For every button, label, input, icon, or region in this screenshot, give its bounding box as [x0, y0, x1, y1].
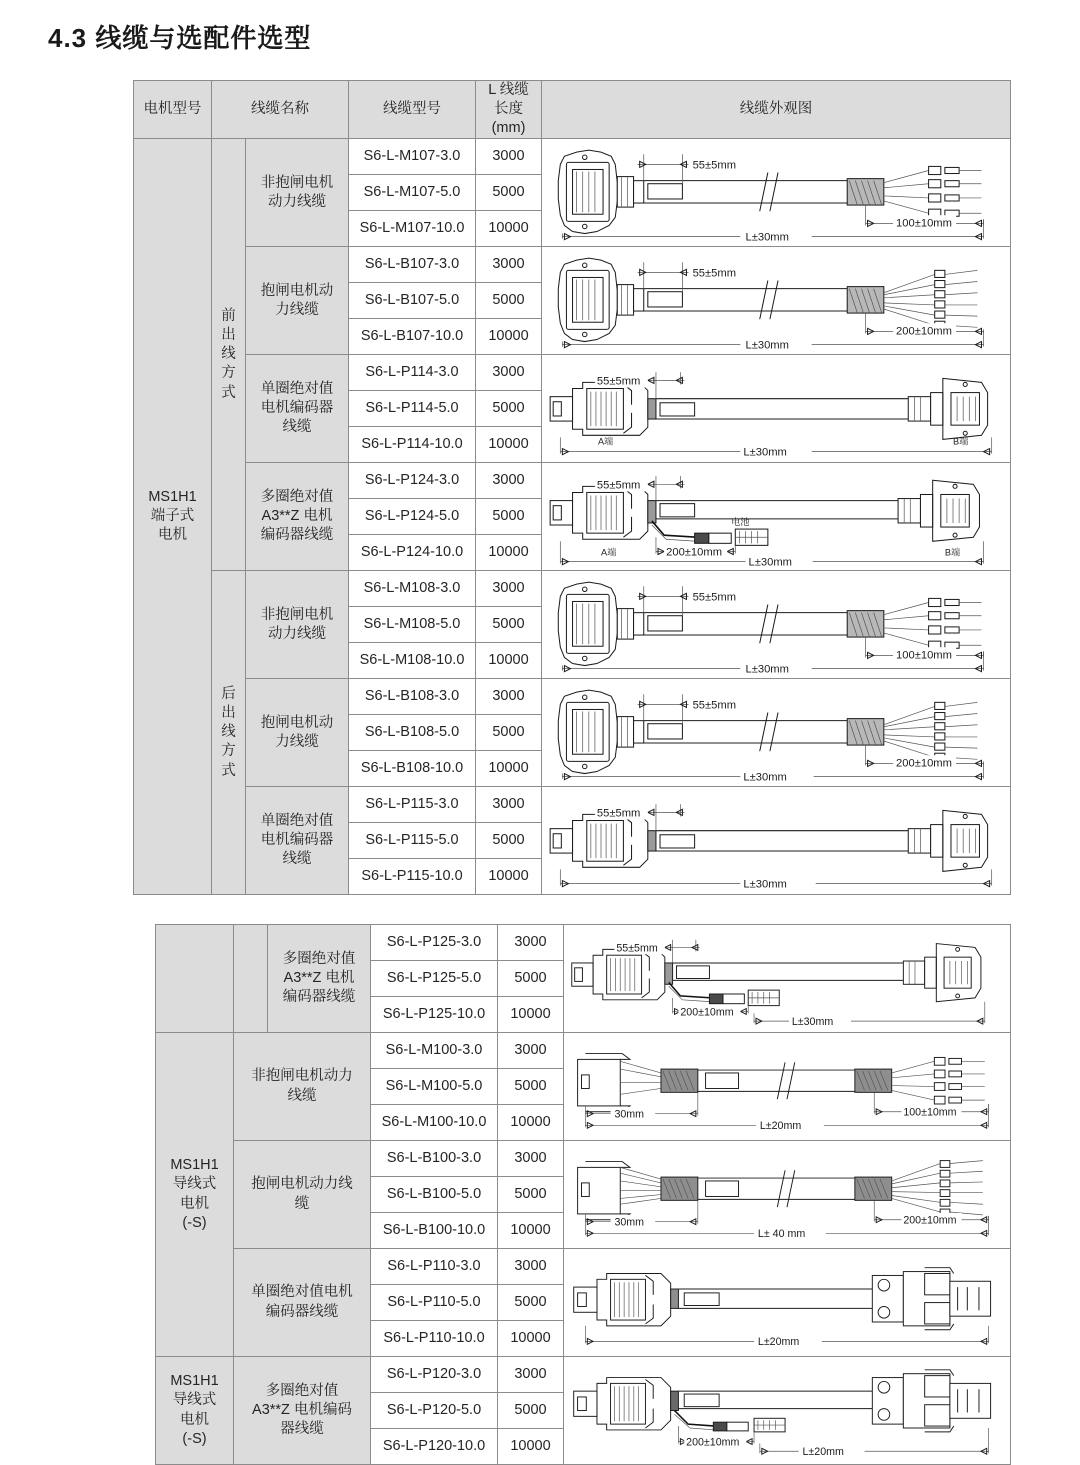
table-row	[156, 925, 1011, 961]
cable-name-line: 单圈绝对值电机	[251, 1284, 353, 1301]
dim-100: 100±10mm	[903, 1107, 957, 1120]
dim-L: L±30mm	[743, 771, 787, 784]
motor-model-line: (-S)	[182, 1214, 207, 1231]
cable-name-line: 非抱闸电机	[260, 174, 334, 191]
table-row	[156, 1357, 1011, 1393]
motor-model-line: 导线式	[172, 1176, 217, 1193]
dim-200: 200±10mm	[903, 1215, 957, 1228]
cable-model-cell: S6-L-M107-10.0	[349, 211, 476, 247]
cable-name-line: 多圈绝对值	[260, 489, 334, 506]
cable-diagram-p110	[564, 1249, 1011, 1357]
cable-name-p114	[246, 355, 349, 463]
cable-name-line: A3**Z 电机	[261, 508, 333, 525]
cable-model-cell: S6-L-P125-3.0	[371, 925, 498, 961]
cable-length-cell: 10000	[498, 1213, 564, 1249]
cable-length-cell: 10000	[476, 859, 542, 895]
cable-name-b100	[234, 1141, 371, 1249]
dim-L: L±30mm	[745, 231, 789, 244]
motor-model-line: MS1H1	[148, 489, 197, 506]
cable-length-cell: 5000	[476, 715, 542, 751]
power-6wire-diagram	[542, 250, 1010, 352]
cable-selection-table-lower	[155, 924, 1010, 1465]
cable-model-cell: S6-L-M107-5.0	[349, 175, 476, 211]
cable-diagram-p120	[564, 1357, 1011, 1465]
header-cable-length-l1: L 线缆	[488, 82, 529, 98]
cable-length-cell: 10000	[476, 427, 542, 463]
dim-200: 200±10mm	[896, 757, 952, 770]
cable-name-line: 线缆	[282, 851, 312, 868]
cable-length-cell: 10000	[498, 1321, 564, 1357]
cable-length-cell: 5000	[476, 607, 542, 643]
cable-length-cell: 3000	[476, 355, 542, 391]
label-end-a: A端	[601, 547, 617, 558]
cable-diagram-b100	[564, 1141, 1011, 1249]
cable-model-cell: S6-L-P110-5.0	[371, 1285, 498, 1321]
cable-length-cell: 5000	[476, 175, 542, 211]
cable-name-line: 编码器线缆	[265, 1303, 339, 1320]
motor-model-ms1h1-terminal	[134, 139, 212, 895]
cable-name-line: 多圈绝对值	[265, 1382, 339, 1399]
cable-name-line: 单圈绝对值	[260, 813, 334, 830]
cable-length-cell: 10000	[476, 751, 542, 787]
cable-diagram-b108	[542, 679, 1011, 787]
power-6wire-diagram	[542, 682, 1010, 784]
header-cable-name: 线缆名称	[212, 81, 349, 139]
cable-model-cell: S6-L-P110-10.0	[371, 1321, 498, 1357]
cable-length-cell: 10000	[476, 643, 542, 679]
cable-model-cell: S6-L-P114-10.0	[349, 427, 476, 463]
dim-55: 55±5mm	[692, 591, 737, 604]
cable-name-line: A3**Z 电机	[283, 969, 355, 986]
cable-model-cell: S6-L-P115-5.0	[349, 823, 476, 859]
dim-55: 55±5mm	[692, 699, 737, 712]
cable-model-cell: S6-L-M100-3.0	[371, 1033, 498, 1069]
cable-model-cell: S6-L-P115-10.0	[349, 859, 476, 895]
label-end-b: B端	[953, 436, 969, 447]
cable-length-cell: 3000	[498, 1141, 564, 1177]
table-row	[134, 355, 1011, 391]
cable-name-m100	[234, 1033, 371, 1141]
table-header-row	[134, 81, 1011, 139]
motor-model-line: 电机	[180, 1195, 209, 1212]
dim-200: 200±10mm	[686, 1436, 740, 1449]
cable-name-line: 抱闸电机动	[260, 714, 334, 731]
motor-model-line: MS1H1	[170, 1157, 219, 1174]
cable-model-cell: S6-L-P125-10.0	[371, 997, 498, 1033]
dim-55: 55±5mm	[596, 807, 641, 820]
cable-model-cell: S6-L-B108-5.0	[349, 715, 476, 751]
dim-55: 55±5mm	[596, 479, 641, 492]
cable-diagram-m107	[542, 139, 1011, 247]
section-heading: 4.3 线缆与选配件选型	[48, 23, 312, 53]
encoder-multi-diagram	[564, 930, 1010, 1027]
dim-L: L±30mm	[745, 663, 789, 676]
encoder-single-diagram	[542, 790, 1010, 892]
cable-length-cell: 10000	[498, 997, 564, 1033]
dim-55: 55±5mm	[616, 942, 658, 955]
cable-length-cell: 10000	[498, 1105, 564, 1141]
dim-30: 30mm	[614, 1217, 645, 1230]
table-row	[156, 1141, 1011, 1177]
cable-name-line: 电机编码器	[260, 400, 334, 417]
cable-diagram-m100	[564, 1033, 1011, 1141]
cable-length-cell: 5000	[498, 1393, 564, 1429]
cable-name-line: 单圈绝对值	[260, 381, 334, 398]
cable-model-cell: S6-L-B107-3.0	[349, 247, 476, 283]
cable-model-cell: S6-L-M108-3.0	[349, 571, 476, 607]
table-row	[156, 1033, 1011, 1069]
cable-name-b108	[246, 679, 349, 787]
lead-encoder-multi-diagram	[564, 1364, 1010, 1457]
cable-length-cell: 10000	[476, 535, 542, 571]
cable-length-cell: 3000	[476, 679, 542, 715]
cable-model-cell: S6-L-B107-5.0	[349, 283, 476, 319]
power-4wire-diagram	[542, 574, 1010, 676]
cable-model-cell: S6-L-P114-5.0	[349, 391, 476, 427]
table-row	[134, 463, 1011, 499]
cable-length-cell: 5000	[476, 391, 542, 427]
cable-model-cell: S6-L-P114-3.0	[349, 355, 476, 391]
cable-name-p125	[268, 925, 371, 1033]
cable-model-cell: S6-L-M100-10.0	[371, 1105, 498, 1141]
header-motor-model: 电机型号	[134, 81, 212, 139]
label-end-b: B端	[944, 547, 961, 558]
cable-model-cell: S6-L-B108-10.0	[349, 751, 476, 787]
cable-model-cell: S6-L-B107-10.0	[349, 319, 476, 355]
cable-model-cell: S6-L-P124-10.0	[349, 535, 476, 571]
cable-name-line: 力线缆	[275, 733, 319, 750]
cable-model-cell: S6-L-M108-10.0	[349, 643, 476, 679]
motor-model-line: (-S)	[182, 1430, 207, 1447]
table-row	[134, 247, 1011, 283]
cable-diagram-m108	[542, 571, 1011, 679]
motor-model-line: MS1H1	[170, 1373, 219, 1390]
cable-name-p120	[234, 1357, 371, 1465]
cable-model-cell: S6-L-P110-3.0	[371, 1249, 498, 1285]
cable-length-cell: 5000	[498, 961, 564, 997]
header-cable-length	[476, 81, 542, 139]
cable-diagram-p114	[542, 355, 1011, 463]
power-4wire-diagram	[542, 142, 1010, 244]
cable-model-cell: S6-L-P115-3.0	[349, 787, 476, 823]
cable-model-cell: S6-L-P120-5.0	[371, 1393, 498, 1429]
cable-name-m107	[246, 139, 349, 247]
encoder-single-diagram	[542, 358, 1010, 460]
dim-55: 55±5mm	[596, 375, 641, 388]
cable-name-line: 力线缆	[275, 301, 319, 318]
cable-name-line: 缆	[294, 1195, 310, 1212]
cable-length-cell: 10000	[476, 211, 542, 247]
motor-model-continuation	[156, 925, 234, 1033]
outlet-direction-continuation	[234, 925, 268, 1033]
header-cable-length-l3: (mm)	[491, 120, 526, 137]
cable-diagram-p124	[542, 463, 1011, 571]
cable-length-cell: 3000	[476, 787, 542, 823]
cable-length-cell: 5000	[476, 499, 542, 535]
header-appearance: 线缆外观图	[542, 81, 1011, 139]
cable-model-cell: S6-L-B100-10.0	[371, 1213, 498, 1249]
motor-model-line: 端子式	[150, 508, 195, 525]
cable-name-line: 非抱闸电机	[260, 606, 334, 623]
dim-L: L±20mm	[802, 1446, 844, 1459]
cable-name-line: 线缆	[282, 419, 312, 436]
cable-length-cell: 10000	[498, 1429, 564, 1465]
label-end-a: A端	[597, 436, 614, 447]
lead-encoder-single-diagram	[564, 1258, 1010, 1347]
dim-100: 100±10mm	[896, 649, 952, 662]
cable-length-cell: 10000	[476, 319, 542, 355]
cable-model-cell: S6-L-B100-5.0	[371, 1177, 498, 1213]
table-row	[134, 679, 1011, 715]
cable-model-cell: S6-L-P120-3.0	[371, 1357, 498, 1393]
cable-name-line: 多圈绝对值	[282, 950, 356, 967]
dim-55: 55±5mm	[692, 159, 737, 172]
lead-power-4wire-diagram	[564, 1040, 1010, 1132]
cable-length-cell: 3000	[476, 247, 542, 283]
table-row	[156, 1249, 1011, 1285]
cable-model-cell: S6-L-P120-10.0	[371, 1429, 498, 1465]
dim-200: 200±10mm	[680, 1006, 734, 1019]
dim-L: L±20mm	[759, 1120, 802, 1133]
motor-model-line: 导线式	[172, 1392, 217, 1409]
cable-name-line: 抱闸电机动力线	[251, 1176, 353, 1193]
cable-name-line: 动力线缆	[268, 193, 326, 210]
cable-diagram-b107	[542, 247, 1011, 355]
cable-model-cell: S6-L-P125-5.0	[371, 961, 498, 997]
cable-length-cell: 3000	[498, 925, 564, 961]
cable-diagram-p125	[564, 925, 1011, 1033]
dim-L: L±30mm	[743, 446, 787, 459]
dim-L: L±30mm	[743, 878, 787, 891]
motor-model-line: 电机	[158, 527, 187, 544]
table-row	[134, 571, 1011, 607]
dim-200: 200±10mm	[666, 546, 723, 559]
dim-L: L±30mm	[791, 1016, 834, 1029]
cable-length-cell: 3000	[498, 1033, 564, 1069]
encoder-multi-diagram	[542, 466, 1010, 568]
cable-name-line: 电机编码器	[260, 832, 334, 849]
table-row	[134, 787, 1011, 823]
header-cable-length-l2: 长度	[494, 101, 523, 118]
lead-power-6wire-diagram	[564, 1148, 1010, 1240]
cable-model-cell: S6-L-B100-3.0	[371, 1141, 498, 1177]
cable-name-line: 编码器线缆	[282, 989, 356, 1006]
dim-L: L± 40 mm	[757, 1228, 806, 1241]
cable-name-p115	[246, 787, 349, 895]
cable-length-cell: 3000	[498, 1249, 564, 1285]
cable-name-line: 线缆	[287, 1087, 317, 1104]
cable-length-cell: 3000	[476, 139, 542, 175]
cable-model-cell: S6-L-M108-5.0	[349, 607, 476, 643]
cable-diagram-p115	[542, 787, 1011, 895]
dim-L: L±30mm	[745, 339, 789, 352]
cable-length-cell: 3000	[476, 463, 542, 499]
cable-length-cell: 5000	[498, 1069, 564, 1105]
cable-model-cell: S6-L-P124-3.0	[349, 463, 476, 499]
cable-length-cell: 5000	[498, 1285, 564, 1321]
cable-name-line: 动力线缆	[268, 625, 326, 642]
cable-model-cell: S6-L-M100-5.0	[371, 1069, 498, 1105]
cable-model-cell: S6-L-M107-3.0	[349, 139, 476, 175]
cable-name-p110	[234, 1249, 371, 1357]
header-cable-model: 线缆型号	[349, 81, 476, 139]
cable-name-b107	[246, 247, 349, 355]
cable-name-line: 器线缆	[280, 1421, 324, 1438]
cable-name-line: A3**Z 电机编码	[252, 1401, 352, 1418]
cable-name-line: 非抱闸电机动力	[251, 1068, 353, 1085]
outlet-direction-rear: 后出线方式	[212, 571, 246, 895]
cable-selection-table-upper	[133, 80, 1010, 895]
cable-length-cell: 5000	[476, 823, 542, 859]
table-row	[134, 139, 1011, 175]
cable-name-p124	[246, 463, 349, 571]
dim-L: L±20mm	[757, 1336, 800, 1349]
dim-100: 100±10mm	[896, 217, 952, 230]
cable-model-cell: S6-L-B108-3.0	[349, 679, 476, 715]
dim-55: 55±5mm	[692, 267, 737, 280]
cable-name-line: 抱闸电机动	[260, 282, 334, 299]
cable-length-cell: 5000	[476, 283, 542, 319]
cable-name-line: 编码器线缆	[260, 527, 334, 544]
motor-model-ms1h1-lead-2	[156, 1357, 234, 1465]
cable-name-m108	[246, 571, 349, 679]
dim-30: 30mm	[614, 1109, 645, 1122]
dim-200: 200±10mm	[896, 325, 952, 338]
motor-model-line: 电机	[180, 1411, 209, 1428]
cable-length-cell: 3000	[476, 571, 542, 607]
cable-length-cell: 5000	[498, 1177, 564, 1213]
cable-length-cell: 3000	[498, 1357, 564, 1393]
outlet-direction-front: 前出线方式	[212, 139, 246, 571]
dim-L: L±30mm	[748, 556, 792, 569]
motor-model-ms1h1-lead	[156, 1033, 234, 1357]
label-battery: 电池	[731, 517, 750, 528]
cable-model-cell: S6-L-P124-5.0	[349, 499, 476, 535]
